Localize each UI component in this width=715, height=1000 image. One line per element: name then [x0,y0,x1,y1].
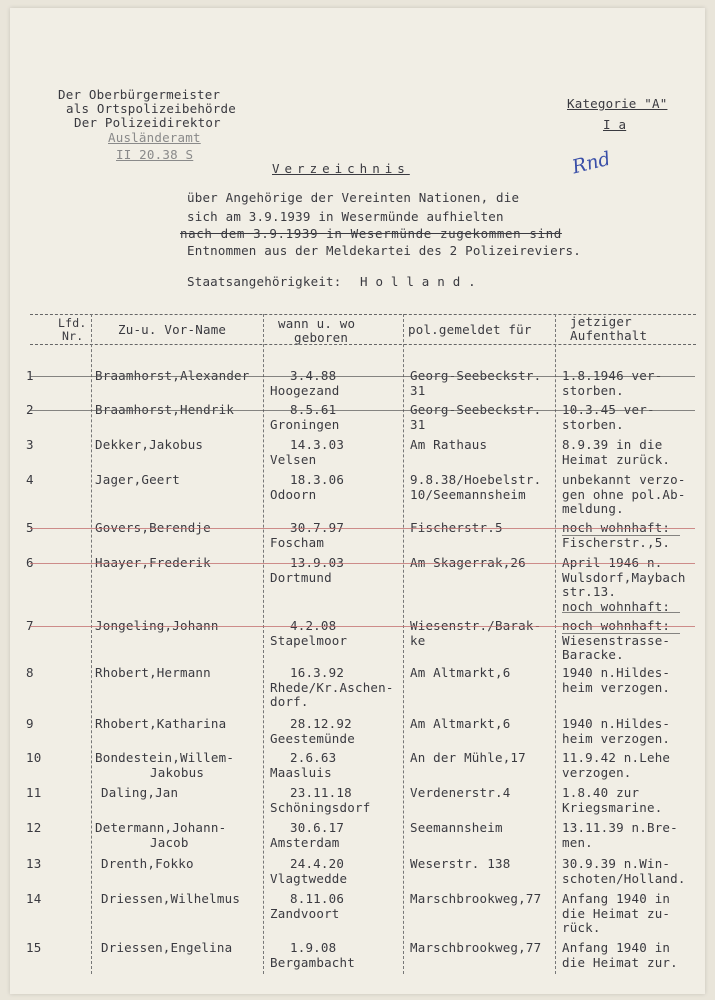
row-registered-0: Georg-Seebeckstr. [410,402,542,417]
row-residence-2: meldung. [562,501,624,516]
row-residence-0: 11.9.42 n.Lehe [562,750,671,765]
row-born-1: Foscham [270,534,325,550]
row-residence-2: rück. [562,920,601,935]
row-name: Driessen,Engelina [101,940,233,955]
row-residence-0: Anfang 1940 in [562,940,671,955]
row-residence-1: Kriegsmarine. [562,799,663,815]
header-born-line-1: wann u. wo [278,316,356,331]
row-name: Driessen,Wilhelmus [101,891,241,906]
row-number: 14 [26,891,42,906]
row-born-0: 18.3.06 [290,472,345,487]
row-registered-1: ke [410,632,426,648]
intro-line-1: über Angehörige der Vereinten Nationen, die [187,190,520,205]
row-born-0: 23.11.18 [290,785,352,800]
row-residence-0: 1.8.40 zur [562,785,640,800]
authority-line-3: Der Polizeidirektor [74,115,221,130]
row-registered-0: Verdenerstr.4 [410,785,511,800]
row-born-1: Velsen [270,451,317,467]
header-name: Zu-u. Vor-Name [118,322,227,337]
row-born-0: 30.7.97 [290,520,345,535]
row-born-2: dorf. [270,694,309,709]
row-name: Haayer,Frederik [95,555,211,570]
handwritten-signature: Rnd [569,147,613,179]
row-residence-2: str.13. [562,584,617,599]
row-born-0: 8.5.61 [290,402,337,417]
row-born-1: Geestemünde [270,730,355,746]
row-7-residence-underline [562,633,680,634]
row-residence-0: 13.11.39 n.Bre- [562,820,678,835]
row-born-0: 3.4.88 [290,368,337,383]
row-born-1: Groningen [270,416,340,432]
row-name: Bondestein,Willem- [95,750,235,765]
row-registered-0: Am Rathaus [410,437,488,452]
row-registered-0: Seemannsheim [410,820,503,835]
row-registered-0: Am Altmarkt,6 [410,665,511,680]
row-residence-1: verzogen. [562,764,632,780]
row-residence-0: 1940 n.Hildes- [562,665,671,680]
column-divider-2 [263,314,264,974]
row-residence-1: Wulsdorf,Maybach [562,569,686,585]
row-residence-1: die Heimat zu- [562,905,671,921]
office-name: Ausländeramt [108,130,201,145]
row-residence-1: gen ohne pol.Ab- [562,486,686,502]
row-born-1: Hoogezand [270,382,340,398]
row-born-0: 2.6.63 [290,750,337,765]
row-name: Jager,Geert [95,472,180,487]
row-born-0: 16.3.92 [290,665,345,680]
column-divider-3 [403,314,404,974]
row-registered-0: Fischerstr.5 [410,520,503,535]
row-number: 7 [26,618,34,633]
row-residence-1: heim verzogen. [562,730,671,746]
row-residence-0: 8.9.39 in die [562,437,663,452]
row-born-1: Rhede/Kr.Aschen- [270,679,394,695]
row-born-0: 28.12.92 [290,716,352,731]
row-born-1: Schöningsdorf [270,799,371,815]
row-registered-0: Am Altmarkt,6 [410,716,511,731]
row-name-cont: Jakobus [150,764,205,780]
row-residence-1: schoten/Holland. [562,870,686,886]
row-residence-0: noch wohnhaft: [562,618,671,633]
row-number: 13 [26,856,42,871]
row-born-0: 30.6.17 [290,820,345,835]
row-number: 3 [26,437,34,452]
row-residence-0: Anfang 1940 in [562,891,671,906]
header-residence-line-2: Aufenthalt [570,328,648,343]
row-2-strike [30,410,695,411]
row-6-residence-underline [562,612,680,613]
row-number: 1 [26,368,34,383]
column-divider-1 [91,314,92,974]
row-residence-1: heim verzogen. [562,679,671,695]
row-born-1: Odoorn [270,486,317,502]
row-registered-1: 10/Seemannsheim [410,486,526,502]
row-registered-0: Am Skagerrak,26 [410,555,526,570]
row-registered-1: 31 [410,382,426,398]
row-registered-0: An der Mühle,17 [410,750,526,765]
row-name-cont: Jacob [150,834,189,850]
intro-line-4: Entnommen aus der Meldekartei des 2 Polizeireviers. [187,243,582,258]
header-registered: pol.gemeldet für [408,322,532,337]
table-header-rule [30,344,696,345]
nationality-label: Staatsangehörigkeit: [187,274,342,289]
row-born-0: 4.2.08 [290,618,337,633]
row-5-strike [30,528,695,529]
row-6-strike [30,563,695,564]
row-born-0: 24.4.20 [290,856,345,871]
row-name: Drenth,Fokko [101,856,194,871]
row-number: 10 [26,750,42,765]
row-born-0: 14.3.03 [290,437,345,452]
row-born-1: Maasluis [270,764,332,780]
row-residence-0: unbekannt verzo- [562,472,686,487]
row-registered-0: Georg-Seebeckstr. [410,368,542,383]
row-number: 4 [26,472,34,487]
row-residence-2: Baracke. [562,647,624,662]
row-born-0: 13.9.03 [290,555,345,570]
row-1-strike [30,376,695,377]
header-residence-line-1: jetziger [570,314,632,329]
document-title: Verzeichnis [272,161,410,176]
row-number: 6 [26,555,34,570]
row-registered-1: 31 [410,416,426,432]
header-born-line-2: geboren [294,330,349,345]
row-born-1: Stapelmoor [270,632,348,648]
row-number: 8 [26,665,34,680]
row-residence-1: Heimat zurück. [562,451,671,467]
row-born-0: 1.9.08 [290,940,337,955]
row-name: Braamhorst,Hendrik [95,402,235,417]
row-number: 5 [26,520,34,535]
intro-line-3-struck: nach dem 3.9.1939 in Wesermünde zugekommen sind [180,226,562,241]
row-residence-0: 1.8.1946 ver- [562,368,663,383]
category-sub: I a [603,117,627,132]
row-registered-0: 9.8.38/Hoebelstr. [410,472,542,487]
row-born-1: Zandvoort [270,905,340,921]
row-name: Rhobert,Hermann [95,665,211,680]
row-number: 9 [26,716,34,731]
row-registered-0: Wiesenstr./Barak- [410,618,542,633]
row-residence-0: 1940 n.Hildes- [562,716,671,731]
row-born-1: Dortmund [270,569,332,585]
row-name: Dekker,Jakobus [95,437,204,452]
row-residence-0: April 1946 n. [562,555,663,570]
row-residence-1: storben. [562,416,624,432]
row-number: 11 [26,785,42,800]
row-residence-0: noch wohnhaft: [562,520,671,535]
column-divider-4 [555,314,556,974]
row-5-residence-underline [562,535,680,536]
authority-line-2: als Ortspolizeibehörde [66,101,236,116]
row-name: Braamhorst,Alexander [95,368,250,383]
row-name: Jongeling,Johann [95,618,219,633]
category-label: Kategorie "A" [567,96,668,111]
row-registered-0: Marschbrookweg,77 [410,940,542,955]
row-residence-1: storben. [562,382,624,398]
row-residence-3: noch wohnhaft: [562,598,671,614]
reference-number: II 20.38 S [116,147,194,162]
row-name: Rhobert,Katharina [95,716,227,731]
row-born-1: Vlagtwedde [270,870,348,886]
row-born-1: Amsterdam [270,834,340,850]
row-number: 12 [26,820,42,835]
nationality-value: H o l l a n d . [360,274,476,289]
row-number: 15 [26,940,42,955]
row-born-0: 8.11.06 [290,891,345,906]
header-nr-line-1: Lfd. [58,316,87,330]
header-nr-line-2: Nr. [62,329,84,343]
row-residence-0: 10.3.45 ver- [562,402,655,417]
row-residence-1: Fischerstr.,5. [562,534,671,550]
authority-line-1: Der Oberbürgermeister [58,87,221,102]
row-born-1: Bergambacht [270,954,355,970]
row-residence-1: men. [562,834,593,850]
row-residence-1: Wiesenstrasse- [562,632,671,648]
row-registered-0: Marschbrookweg,77 [410,891,542,906]
row-name: Daling,Jan [101,785,179,800]
intro-line-2: sich am 3.9.1939 in Wesermünde aufhielten [187,209,504,224]
row-name: Govers,Berendje [95,520,211,535]
row-number: 2 [26,402,34,417]
row-residence-1: die Heimat zur. [562,954,678,970]
row-registered-0: Weserstr. 138 [410,856,511,871]
row-7-strike [30,626,695,627]
row-residence-0: 30.9.39 n.Win- [562,856,671,871]
row-name: Determann,Johann- [95,820,227,835]
